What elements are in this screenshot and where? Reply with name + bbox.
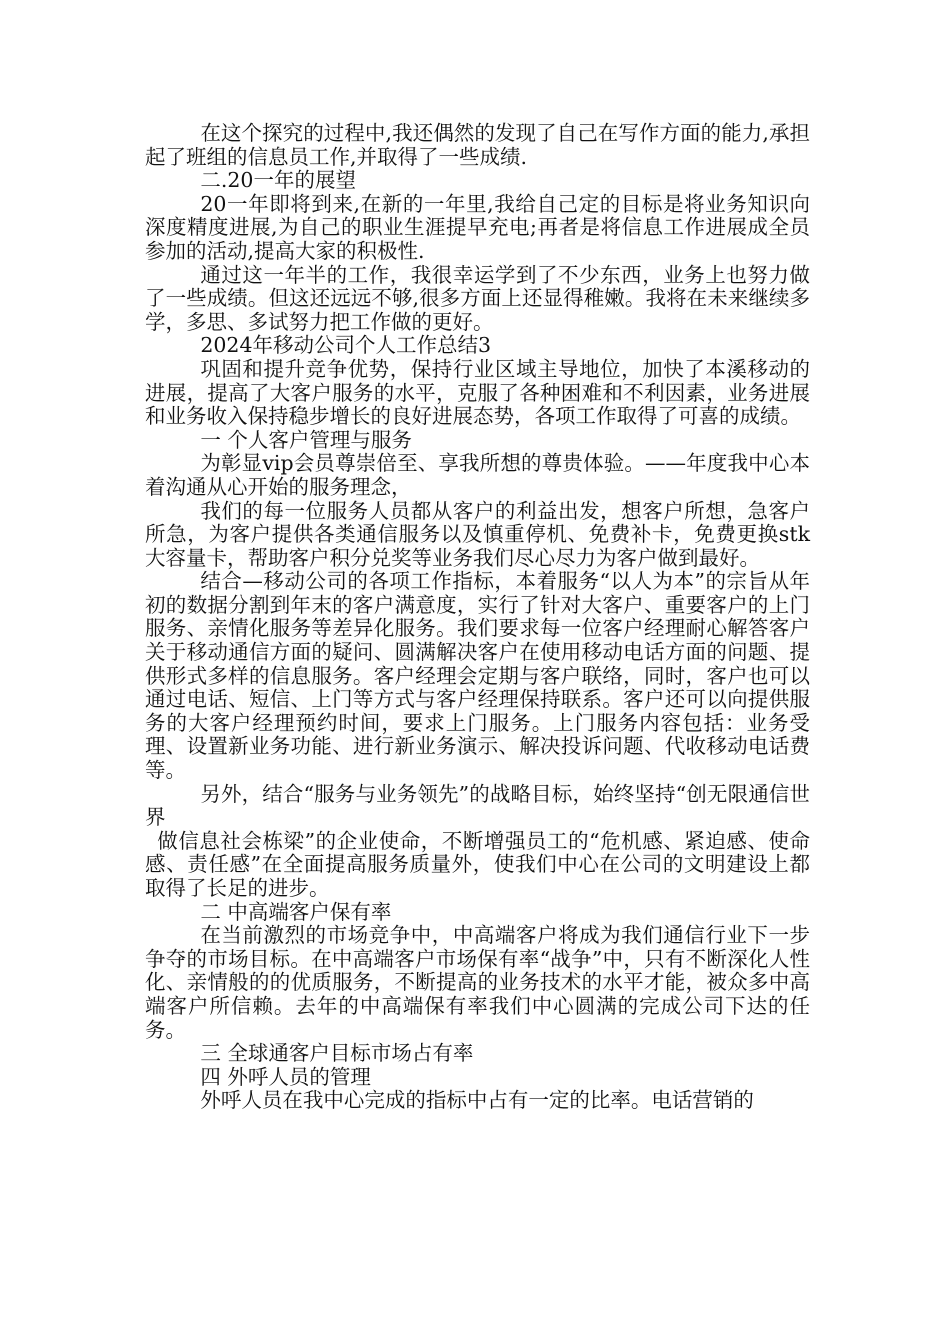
paragraph: 在这个探究的过程中,我还偶然的发现了自己在写作方面的能力,承担起了班组的信息员工作,并取得了一些成绩. xyxy=(145,121,810,169)
paragraph: 为彰显vip会员尊崇倍至、享我所想的尊贵体验。——年度我中心本着沟通从心开始的服务理念， xyxy=(145,451,810,499)
paragraph: 做信息社会栋梁”的企业使命，不断增强员工的“危机感、紧迫感、使命感、责任感”在全面提高服务质量外，使我们中心在公司的文明建设上都取得了长足的进步。 xyxy=(145,828,810,900)
paragraph: 在当前激烈的市场竞争中，中高端客户将成为我们通信行业下一步争夺的市场目标。在中高端客户市场保有率“战争”中，只有不断深化人性化、亲情般的的优质服务，不断提高的业务技术的水平才能，被众多中高端客户所信赖。去年的中高端保有率我们中心圆满的完成公司下达的任务。 xyxy=(145,923,810,1042)
section-heading: 二 中高端客户保有率 xyxy=(200,899,392,924)
paragraph: 20一年即将到来,在新的一年里,我给自己定的目标是将业务知识向深度精度进展,为自己的职业生涯提早充电;再者是将信息工作进展成全员参加的活动,提高大家的积极性. xyxy=(145,191,810,263)
section-heading: 四 外呼人员的管理 xyxy=(200,1064,371,1089)
section-heading: 三 全球通客户目标市场占有率 xyxy=(200,1041,474,1066)
section-heading: 二.20一年的展望 xyxy=(200,168,356,193)
paragraph: 通过这一年半的工作，我很幸运学到了不少东西，业务上也努力做了一些成绩。但这还远远不够,很多方面上还显得稚嫩。我将在未来继续多学，多思、多试努力把工作做的更好。 xyxy=(145,262,810,334)
section-heading: 一 个人客户管理与服务 xyxy=(200,427,412,452)
paragraph: 我们的每一位服务人员都从客户的利益出发，想客户所想，急客户所急，为客户提供各类通信服务以及慎重停机、免费补卡，免费更换stk大容量卡，帮助客户积分兑奖等业务我们尽心尽力为客户做到最好。 xyxy=(145,498,810,570)
paragraph: 外呼人员在我中心完成的指标中占有一定的比率。电话营销的 xyxy=(200,1088,754,1113)
section-heading: 2024年移动公司个人工作总结3 xyxy=(200,333,492,358)
paragraph: 结合—移动公司的各项工作指标，本着服务“以人为本”的宗旨从年初的数据分割到年末的客户满意度，实行了针对大客户、重要客户的上门服务、亲情化服务等差异化服务。我们要求每一位客户经理耐心解答客户关于移动通信方面的疑问、圆满解决客户在使用移动电话方面的问题、提供形式多样的信息服务。客户经理会定期与客户联络，同时，客户也可以通过电话、短信、上门等方式与客户经理保持联系。客户还可以向提供服务的大客户经理预约时间，要求上门服务。上门服务内容包括：业务受理、设置新业务功能、进行新业务演示、解决投诉问题、代收移动电话费等。 xyxy=(145,569,810,783)
document-page xyxy=(145,122,810,1113)
paragraph: 另外，结合“服务与业务领先”的战略目标，始终坚持“创无限通信世界 xyxy=(145,781,810,830)
paragraph: 巩固和提升竞争优势，保持行业区域主导地位，加快了本溪移动的进展，提高了大客户服务的水平，克服了各种困难和不利因素，业务进展和业务收入保持稳步增长的良好进展态势，各项工作取得了可喜的成绩。 xyxy=(145,356,810,429)
